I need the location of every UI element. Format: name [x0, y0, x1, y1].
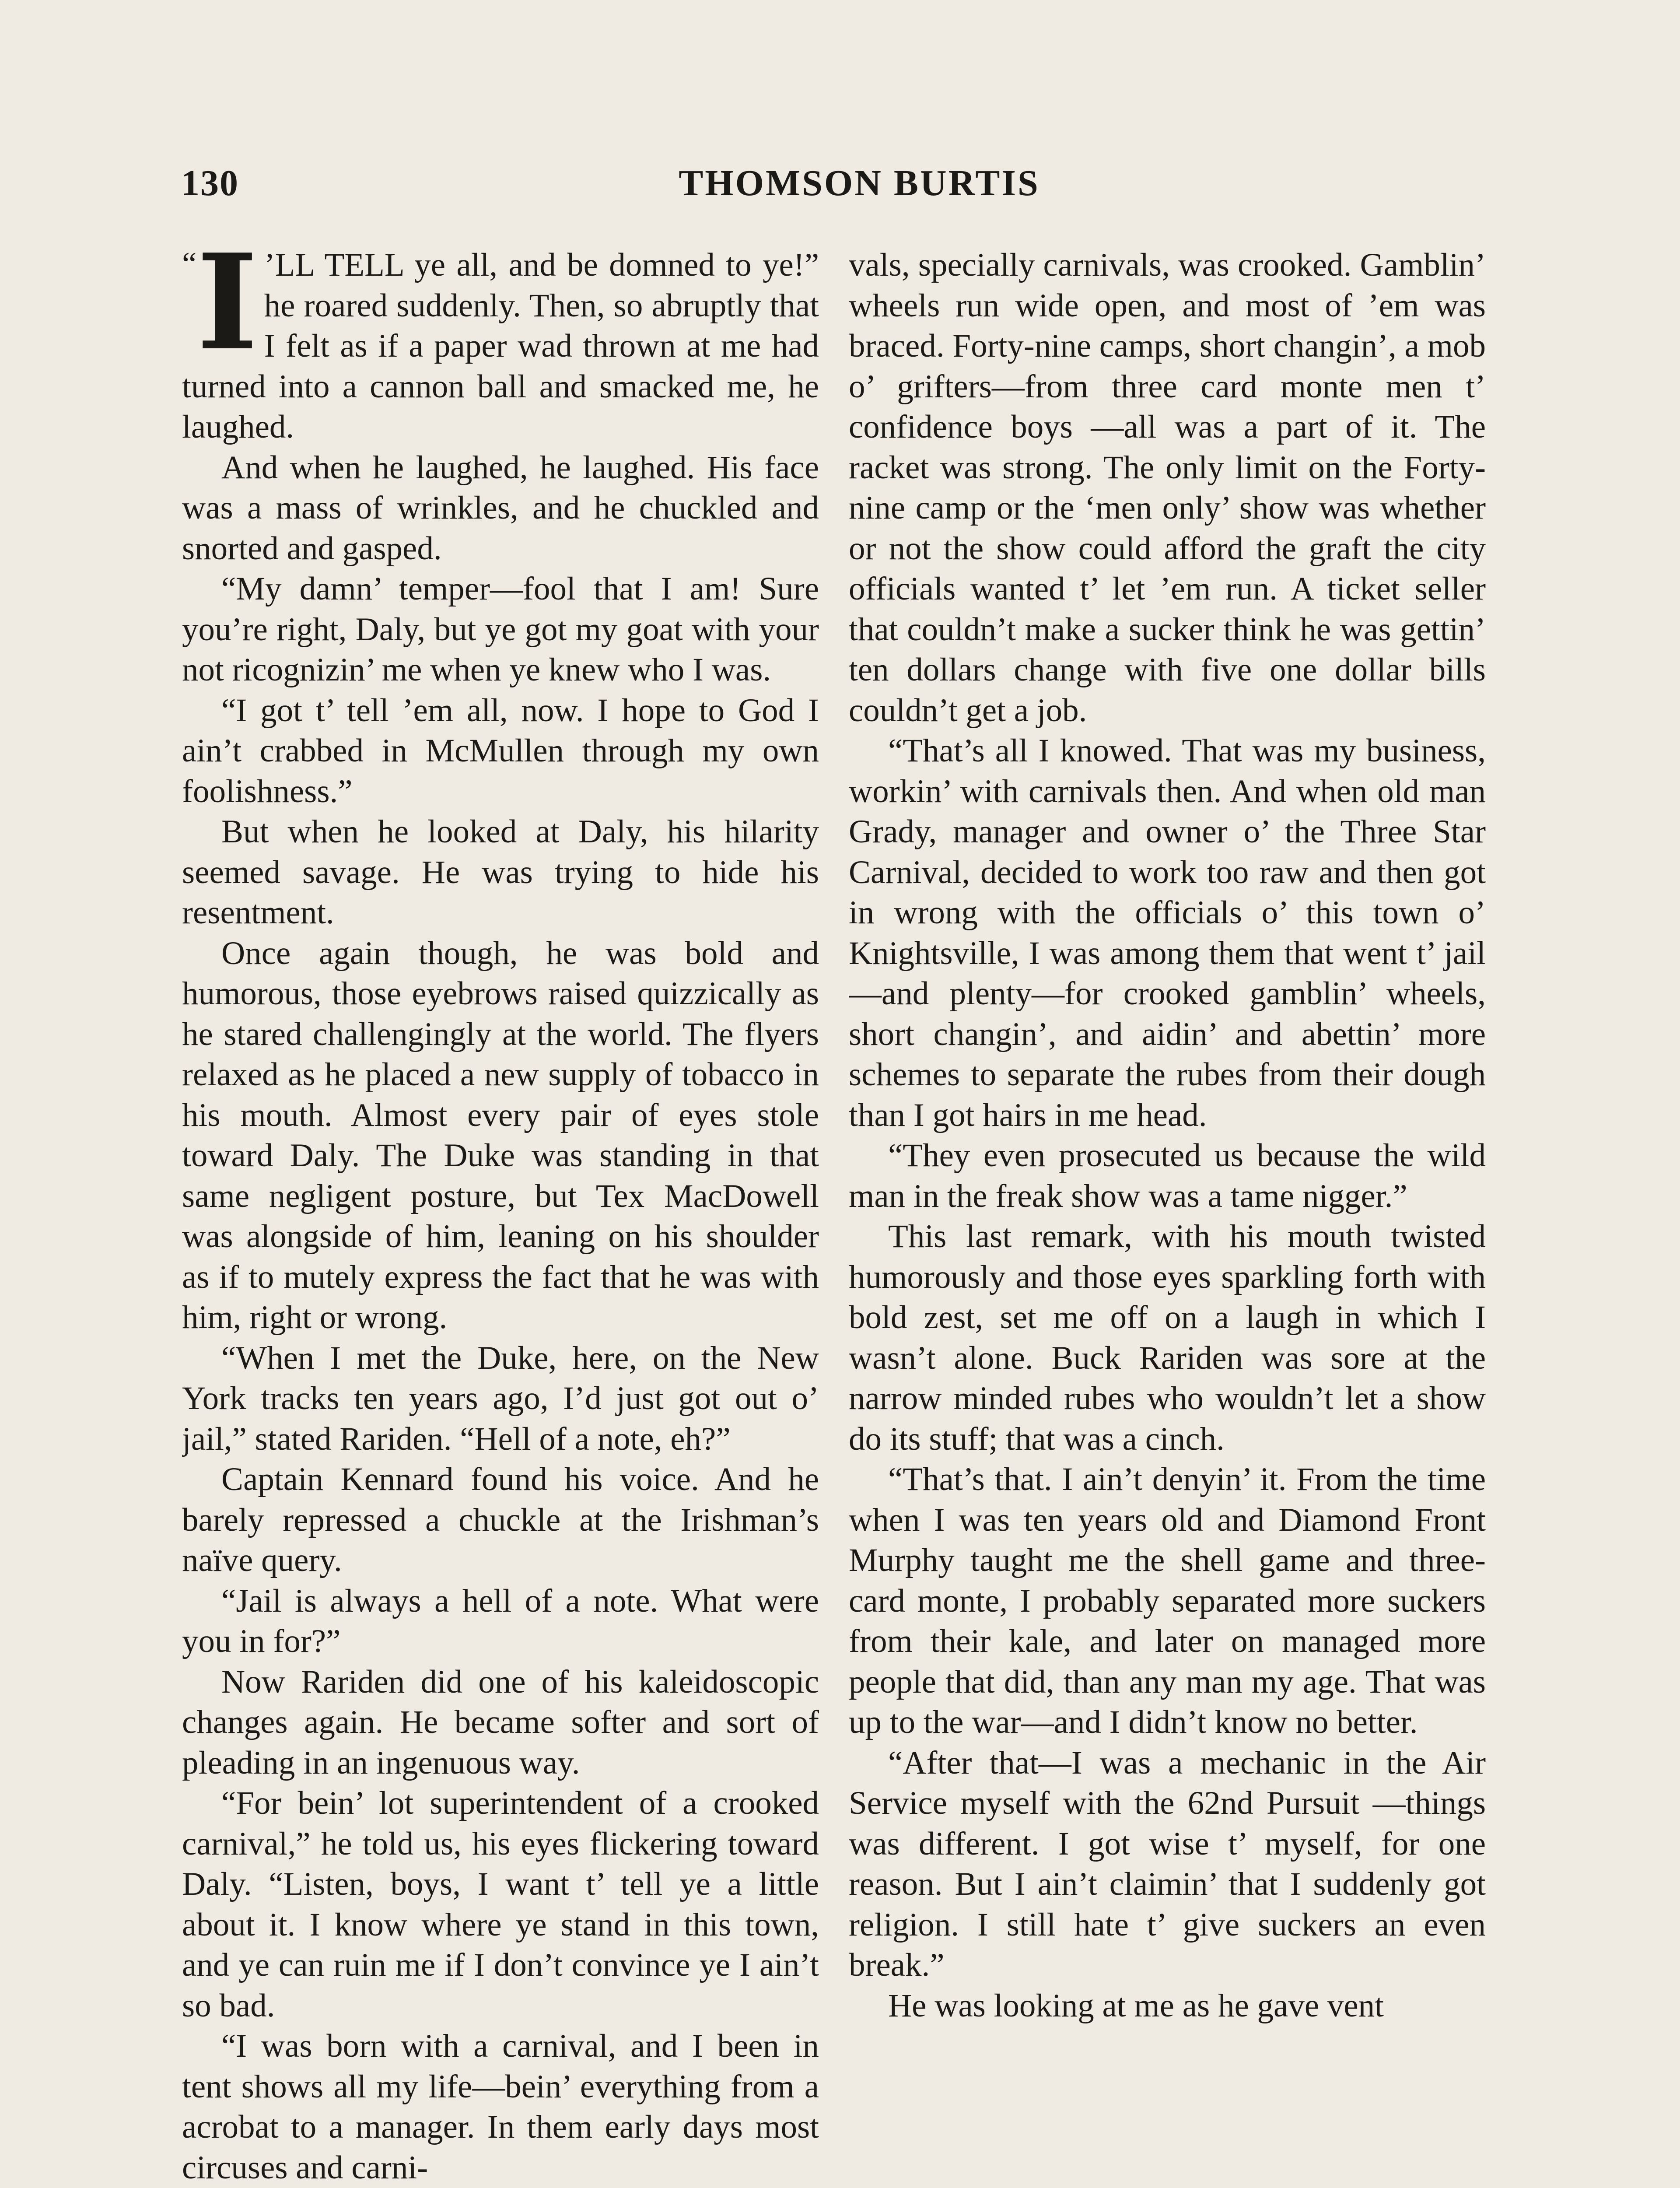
- paragraph: Now Rariden did one of his kaleidoscopic changes again. He became softer and sort of pleading in an ingenuous way.: [182, 1663, 819, 1781]
- paragraph: “After that—I was a mechanic in the Air Service myself with the 62nd Pursuit —things was different. I got wise t’ myself, for one reason. But I ain’t claimin’ that I suddenly got religion. I still hate t’ give suckers an even break.”: [849, 1744, 1486, 1983]
- page-header: [181, 162, 1537, 210]
- drop-quote: “: [182, 246, 197, 282]
- paragraph: “I got t’ tell ’em all, now. I hope to God I ain’t crabbed in McMullen through my own foolishness.”: [182, 692, 819, 810]
- paragraph: He was looking at me as he gave vent: [888, 1987, 1384, 2024]
- paragraph: “Jail is always a hell of a note. What were you in for?”: [182, 1582, 819, 1659]
- paragraph: Captain Kennard found his voice. And he barely repressed a chuckle at the Irishman’s naïve query.: [182, 1461, 819, 1578]
- paragraph: “That’s all I knowed. That was my business, workin’ with carnivals then. And when old man Grady, manager and owner o’ the Three Star Carnival, decided to work too raw and then got in wrong with the officials o’ this town o’ Knightsville, I was among them that went t’ jail—and plenty—for crooked gamblin’ wheels, short changin’, and aidin’ and abettin’ more schemes to separate the rubes from their dough than I got hairs in me head.: [849, 733, 1486, 1133]
- paragraph: But when he looked at Daly, his hilarity seemed savage. He was trying to hide his resentment.: [182, 813, 819, 931]
- page-number: 130: [181, 163, 239, 203]
- paragraph: Once again though, he was bold and humorous, those eyebrows raised quizzically as he stared challengingly at the world. The flyers relaxed as he placed a new supply of tobacco in his mouth. Almost every pair of eyes stole toward Daly. The Duke was standing in that same negligent posture, but Tex MacDowell was alongside of him, leaning on his shoulder as if to mutely express the fact that he was with him, right or wrong.: [182, 935, 819, 1336]
- opening-paragraph: [182, 245, 819, 448]
- right-column: [849, 245, 1486, 2188]
- paragraph: “My damn’ temper—fool that I am! Sure you’re right, Daly, but ye got my goat with your not ricognizin’ me when ye knew who I was.: [182, 571, 819, 688]
- opening-paragraph-text: ’LL TELL ye all, and be domned to ye!” he roared suddenly. Then, so abruptly that I felt as if a paper wad thrown at me had turned into a cannon ball and smacked me, he laughed.: [182, 247, 819, 445]
- paragraph: “When I met the Duke, here, on the New York tracks ten years ago, I’d just got out o’ jail,” stated Rariden. “Hell of a note, eh?”: [182, 1339, 819, 1457]
- paragraph: This last remark, with his mouth twisted humorously and those eyes sparkling forth with bold zest, set me off on a laugh in which I wasn’t alone. Buck Rariden was sore at the narrow minded rubes who wouldn’t let a show do its stuff; that was a cinch.: [849, 1218, 1486, 1457]
- running-head: THOMSON BURTIS: [679, 163, 1040, 203]
- drop-cap-block: [182, 245, 258, 379]
- paragraph: “That’s that. I ain’t denyin’ it. From the time when I was ten years old and Diamond Front Murphy taught me the shell game and three-card monte, I probably separated more suckers from their kale, and later on managed more people that did, than any man my age. That was up to the war—and I didn’t know no better.: [849, 1461, 1486, 1740]
- left-column: [182, 245, 819, 2188]
- paragraph: “They even prosecuted us because the wild man in the freak show was a tame nigger.”: [849, 1137, 1486, 1214]
- paragraph: “I was born with a carnival, and I been in tent shows all my life—bein’ everything from a acrobat to a manager. In them early days most circuses and carni-: [182, 2028, 819, 2186]
- continued-paragraph: vals, specially carnivals, was crooked. Gamblin’ wheels run wide open, and most of ’em was braced. Forty-nine camps, short changin’, a mob o’ grifters—from three card monte men t’ confidence boys —all was a part of it. The racket was strong. The only limit on the Forty-nine camp or the ‘men only’ show was whether or not the show could afford the graft the city officials wanted t’ let ’em run. A ticket seller that couldn’t make a sucker think he was gettin’ ten dollars change with five one dollar bills couldn’t get a job.: [849, 247, 1486, 729]
- paragraph: “For bein’ lot superintendent of a crooked carnival,” he told us, his eyes flickering toward Daly. “Listen, boys, I want t’ tell ye a little about it. I know where ye stand in this town, and ye can ruin me if I don’t convince ye I ain’t so bad.: [182, 1785, 819, 2024]
- drop-cap: I: [196, 245, 258, 379]
- paragraph: And when he laughed, he laughed. His face was a mass of wrinkles, and he chuckled and snorted and gasped.: [182, 449, 819, 567]
